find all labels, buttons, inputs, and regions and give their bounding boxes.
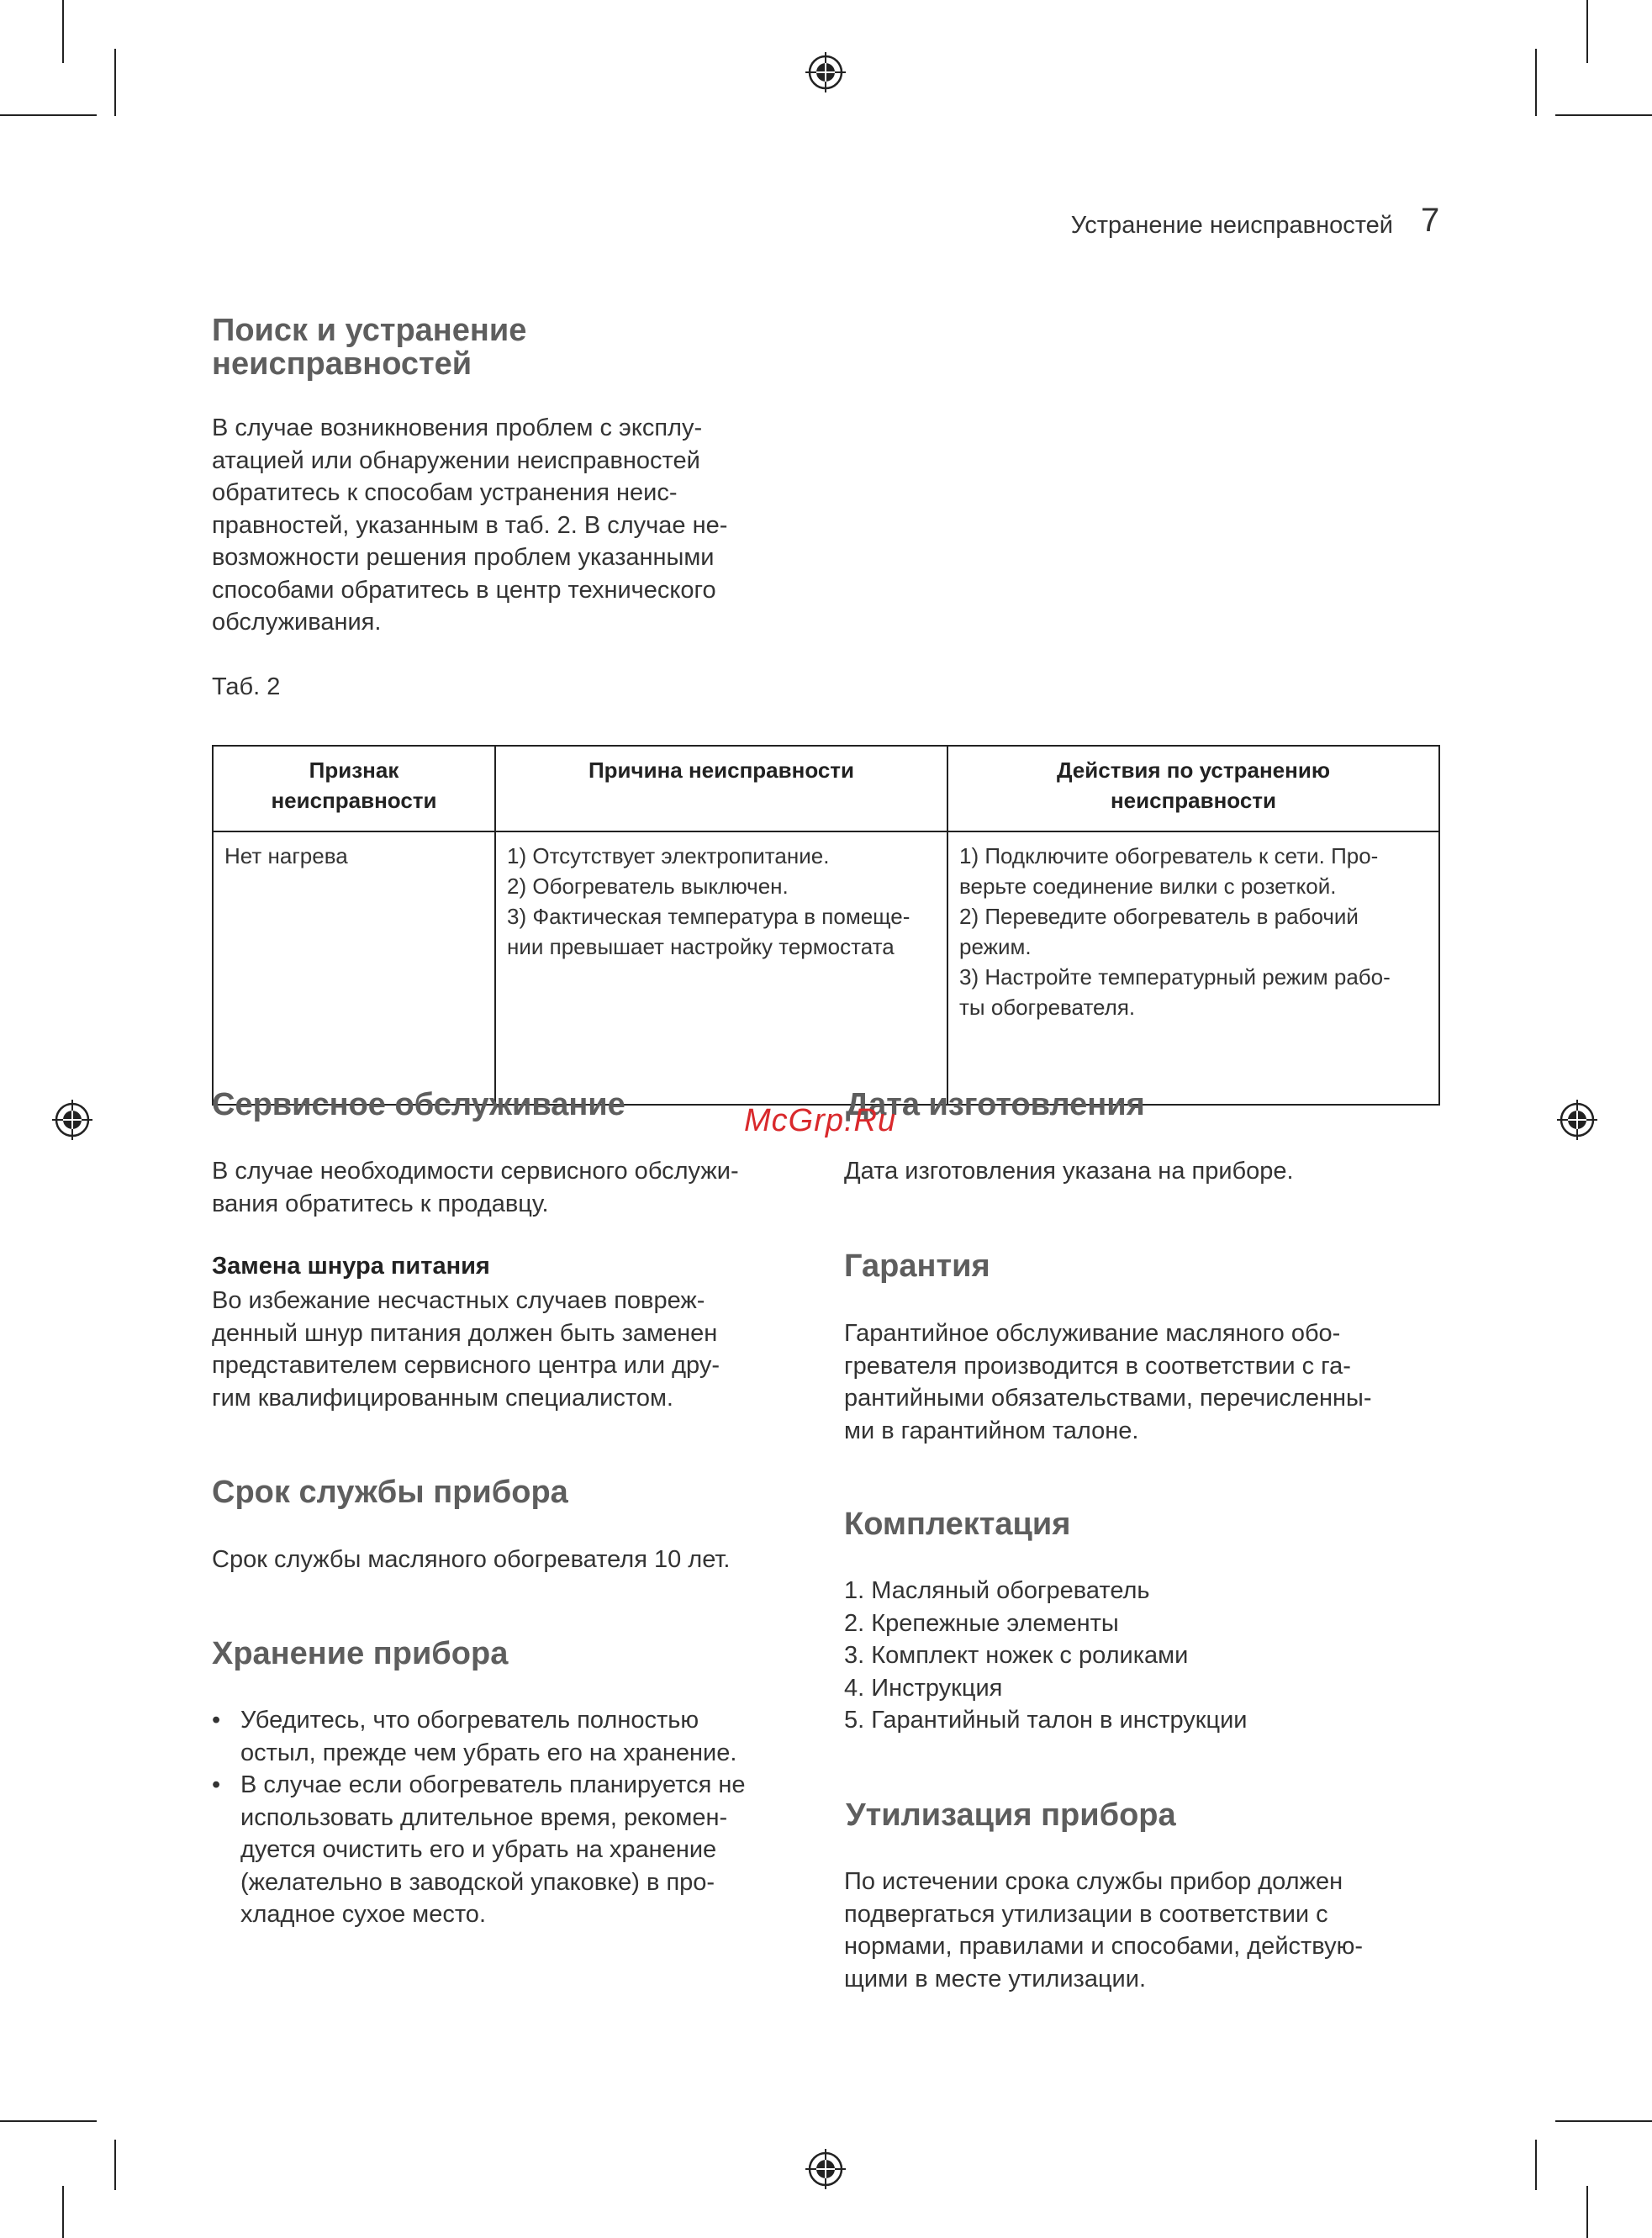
- cord-subheading: Замена шнура питания: [212, 1253, 490, 1280]
- table-cell-cause: [495, 831, 947, 1105]
- cell-line: 2) Переведите обогреватель в рабочий: [959, 904, 1359, 929]
- list-item: [212, 1769, 805, 1931]
- list-item: 4. Инструкция: [844, 1674, 1003, 1702]
- troubleshooting-heading-line: неисправностей: [212, 346, 472, 382]
- bullet-icon: •: [212, 1707, 221, 1734]
- text-line: щими в месте утилизации.: [844, 1965, 1147, 1993]
- crop-mark: [62, 0, 64, 63]
- watermark-text: McGrp.Ru: [744, 1103, 897, 1138]
- warranty-heading: Гарантия: [844, 1248, 990, 1284]
- header-line: неисправности: [1110, 788, 1277, 813]
- text-line: (желательно в заводской упаковке) в про-: [240, 1868, 715, 1896]
- table-cell-symptom: [213, 831, 495, 1105]
- package-list: [844, 1575, 1248, 1737]
- text-line: гим квалифицированным специалистом.: [212, 1384, 673, 1412]
- text-line: Во избежание несчастных случаев повреж-: [212, 1287, 705, 1314]
- text-line: остыл, прежде чем убрать его на хранение.: [240, 1739, 737, 1766]
- list-item: 2. Крепежные элементы: [844, 1609, 1119, 1637]
- cell-line: 2) Обогреватель выключен.: [507, 874, 789, 899]
- cell-line: режим.: [959, 934, 1032, 959]
- lifetime-text: Срок службы масляного обогревателя 10 лет.: [212, 1546, 731, 1573]
- cell-line: ты обогревателя.: [959, 995, 1136, 1020]
- text-line: обратитесь к способам устранения неис-: [212, 479, 678, 506]
- registration-mark-icon: [805, 2149, 846, 2189]
- troubleshooting-heading-line: Поиск и устранение: [212, 313, 527, 348]
- text-line: рантийными обязательствами, перечисленны-: [844, 1385, 1372, 1412]
- disposal-text: [844, 1866, 1438, 1995]
- storage-list: [212, 1704, 805, 1931]
- crop-mark: [114, 49, 116, 116]
- lifetime-heading: Срок службы прибора: [212, 1475, 568, 1510]
- crop-mark: [0, 2120, 97, 2122]
- crop-mark: [1555, 2120, 1652, 2122]
- cell-line: 1) Отсутствует электропитание.: [507, 843, 830, 868]
- table-header-cell: [213, 746, 495, 831]
- text-line: гревателя производится в соответствии с га-: [844, 1352, 1351, 1380]
- text-line: Убедитесь, что обогреватель полностью: [240, 1707, 699, 1734]
- page-number: 7: [1421, 202, 1440, 239]
- disposal-heading: Утилизация прибора: [846, 1797, 1176, 1833]
- text-line: ми в гарантийном талоне.: [844, 1417, 1139, 1444]
- header-line: Причина неисправности: [588, 757, 855, 783]
- cell-line: 3) Фактическая температура в помеще-: [507, 904, 910, 929]
- crop-mark: [1586, 0, 1588, 63]
- storage-heading: Хранение прибора: [212, 1636, 509, 1671]
- troubleshooting-heading: [212, 314, 526, 381]
- text-line: обслуживания.: [212, 609, 382, 636]
- package-heading: Комплектация: [844, 1507, 1071, 1542]
- cell-line: 1) Подключите обогреватель к сети. Про-: [959, 843, 1379, 868]
- table-header-cell: [947, 746, 1439, 831]
- table-caption: Таб. 2: [212, 673, 281, 700]
- crop-mark: [114, 2140, 116, 2190]
- text-line: возможности решения проблем указанными: [212, 544, 715, 571]
- service-text: [212, 1155, 805, 1220]
- text-line: нормами, правилами и способами, действую-: [844, 1933, 1363, 1960]
- text-line: дуется очистить его и убрать на хранение: [240, 1836, 717, 1863]
- registration-mark-icon: [1557, 1100, 1597, 1140]
- running-header-title: Устранение неисправностей: [1070, 212, 1393, 239]
- table-header-cell: [495, 746, 947, 831]
- list-item: 5. Гарантийный талон в инструкции: [844, 1707, 1248, 1734]
- manufacture-heading: Дата изготовления: [846, 1087, 1145, 1122]
- cell-line: Нет нагрева: [224, 843, 348, 868]
- table-cell-action: [947, 831, 1439, 1105]
- crop-mark: [1535, 49, 1537, 116]
- cell-line: верьте соединение вилки с розеткой.: [959, 874, 1337, 899]
- crop-mark: [1555, 114, 1652, 116]
- table-row: [213, 831, 1439, 1105]
- bullet-icon: •: [212, 1771, 221, 1798]
- header-line: неисправности: [271, 788, 437, 813]
- text-line: атацией или обнаружении неисправностей: [212, 446, 700, 474]
- text-line: В случае необходимости сервисного обслужи-: [212, 1158, 739, 1185]
- text-line: подвергаться утилизации в соответствии с: [844, 1900, 1328, 1928]
- list-item: [212, 1704, 805, 1769]
- header-line: Действия по устранению: [1056, 757, 1331, 783]
- list-item: 1. Масляный обогреватель: [844, 1577, 1150, 1604]
- crop-mark: [1535, 2140, 1537, 2190]
- list-item: 3. Комплект ножек с роликами: [844, 1642, 1189, 1669]
- registration-mark-icon: [52, 1100, 92, 1140]
- registration-mark-icon: [805, 52, 846, 92]
- cell-line: 3) Настройте температурный режим рабо-: [959, 964, 1391, 990]
- text-line: правностей, указанным в таб. 2. В случае не-: [212, 511, 728, 539]
- text-line: хладное сухое место.: [240, 1901, 486, 1928]
- text-line: Гарантийное обслуживание масляного обо-: [844, 1320, 1341, 1347]
- troubleshooting-table: [212, 745, 1440, 1106]
- warranty-text: [844, 1317, 1438, 1447]
- text-line: представителем сервисного центра или дру-: [212, 1352, 720, 1379]
- table-header-row: [213, 746, 1439, 831]
- crop-mark: [62, 2186, 64, 2238]
- text-line: использовать длительное время, рекомен-: [240, 1803, 728, 1831]
- cell-line: нии превышает настройку термостата: [507, 934, 895, 959]
- cord-text: [212, 1285, 805, 1414]
- troubleshooting-intro: [212, 412, 805, 639]
- header-line: Признак: [309, 757, 399, 783]
- text-line: способами обратитесь в центр технического: [212, 576, 716, 604]
- text-line: В случае если обогреватель планируется не: [240, 1771, 746, 1798]
- text-line: вания обратитесь к продавцу.: [212, 1190, 549, 1217]
- service-heading: Сервисное обслуживание: [212, 1087, 625, 1122]
- text-line: денный шнур питания должен быть заменен: [212, 1319, 718, 1347]
- text-line: По истечении срока службы прибор должен: [844, 1868, 1343, 1895]
- manufacture-text: Дата изготовления указана на приборе.: [844, 1158, 1294, 1185]
- text-line: В случае возникновения проблем с эксплу-: [212, 414, 703, 441]
- crop-mark: [0, 114, 97, 116]
- crop-mark: [1586, 2186, 1588, 2238]
